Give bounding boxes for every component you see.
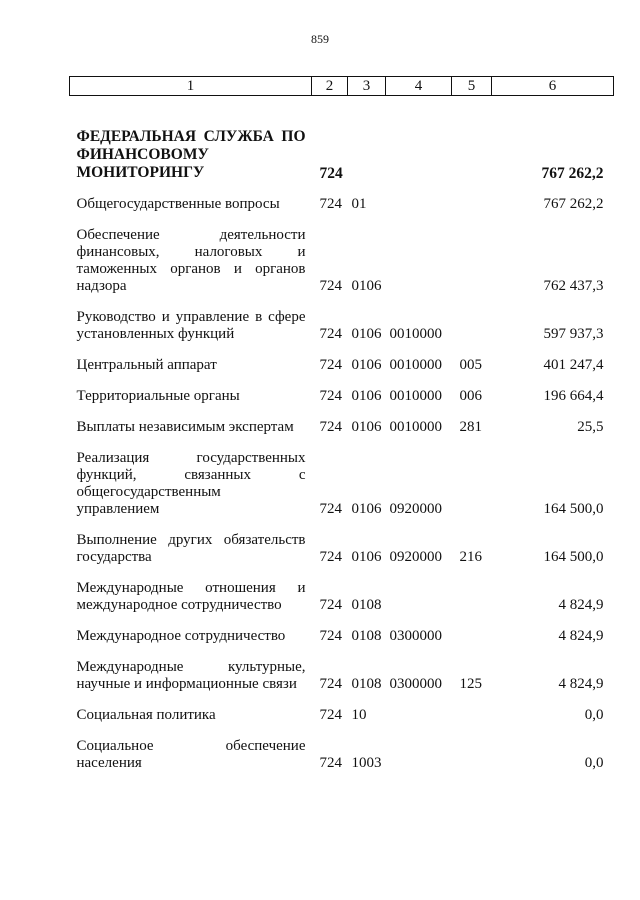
row-amount: 0,0 [584,755,604,771]
row-code-target [386,196,452,227]
row-name: Реализация государственных функций, связанных с общегосударственным управлением [76,450,306,517]
row-name: Обеспечение деятельности финансовых, налоговых и таможенных органов и органов надзора [76,227,306,294]
row-code-expense-type: 281 [459,419,482,435]
row-amount: 4 824,9 [558,628,604,644]
row-amount: 4 824,9 [558,597,604,613]
row-code-section: 0106 [351,549,382,565]
column-header-6: 6 [492,77,614,96]
row-code-target [386,227,452,309]
row-name: ФЕДЕРАЛЬНАЯ СЛУЖБА ПО ФИНАНСОВОМУ МОНИТОРИНГУ [76,128,306,181]
column-header-3: 3 [348,77,386,96]
row-code-section: 0106 [351,357,382,373]
table-row [70,738,614,786]
row-name: Международное сотрудничество [76,628,286,644]
row-code-section: 10 [351,707,367,723]
row-code-chapter: 724 [319,419,342,435]
table-row [70,128,614,196]
row-code-chapter: 724 [319,278,342,294]
column-header-row [70,77,614,96]
row-code-section: 1003 [351,755,382,771]
row-code-target: 0010000 [389,326,442,342]
row-code-chapter: 724 [319,676,342,692]
row-code-expense-type: 216 [459,549,482,565]
row-code-expense-type [452,580,492,628]
row-code-target: 0920000 [389,501,442,517]
table-row [70,196,614,227]
row-code-target: 0010000 [389,419,442,435]
row-code-chapter: 724 [319,357,342,373]
row-code-target: 0010000 [389,357,442,373]
table-row [70,707,614,738]
table-row [70,227,614,309]
row-code-section: 01 [351,196,367,212]
row-amount: 401 247,4 [543,357,604,373]
row-code-expense-type [452,738,492,786]
row-amount: 25,5 [577,419,604,435]
table-row [70,532,614,580]
row-code-target [386,707,452,738]
table-row [70,357,614,388]
table-row [70,388,614,419]
row-name: Международные отношения и международное сотрудничество [76,580,306,613]
row-code-expense-type [452,707,492,738]
row-code-target [386,738,452,786]
row-code-target: 0300000 [389,628,442,644]
row-name: Международные культурные, научные и информационные связи [76,659,306,692]
row-amount: 164 500,0 [543,501,604,517]
row-amount: 767 262,2 [543,196,604,212]
row-name: Территориальные органы [76,388,240,404]
row-amount: 767 262,2 [541,165,604,182]
row-amount: 164 500,0 [543,549,604,565]
table-row [70,580,614,628]
row-code-expense-type [452,628,492,659]
row-code-expense-type [452,227,492,309]
table-row [70,419,614,450]
budget-table [69,76,614,786]
row-name: Социальная политика [76,707,216,723]
row-code-section: 0106 [351,419,382,435]
row-code-expense-type [452,196,492,227]
row-code-chapter: 724 [319,707,342,723]
row-code-target: 0010000 [389,388,442,404]
table-row [70,450,614,532]
row-amount: 196 664,4 [543,388,604,404]
row-code-section: 0106 [351,278,382,294]
row-code-target [386,128,452,196]
row-amount: 597 937,3 [543,326,604,342]
row-code-chapter: 724 [319,755,342,771]
column-header-5: 5 [452,77,492,96]
table-body [70,96,614,787]
row-code-section: 0108 [351,628,382,644]
row-code-chapter: 724 [319,196,342,212]
row-code-section: 0108 [351,597,382,613]
row-code-target [386,580,452,628]
row-code-expense-type [452,450,492,532]
row-name: Выполнение других обязательств государства [76,532,306,565]
row-name: Общегосударственные вопросы [76,196,280,212]
row-name: Центральный аппарат [76,357,217,373]
row-code-section: 0108 [351,676,382,692]
row-code-section: 0106 [351,326,382,342]
table-row [70,628,614,659]
row-code-chapter: 724 [319,501,342,517]
row-code-chapter: 724 [319,597,342,613]
row-code-section [348,128,386,196]
row-code-section: 0106 [351,388,382,404]
row-code-expense-type: 006 [459,388,482,404]
page-number: 859 [311,32,329,46]
row-code-section: 0106 [351,501,382,517]
row-code-expense-type: 125 [459,676,482,692]
row-name: Социальное обеспечение населения [76,738,306,771]
row-amount: 762 437,3 [543,278,604,294]
row-code-chapter: 724 [319,549,342,565]
row-name: Руководство и управление в сфере установленных функций [76,309,306,342]
row-name: Выплаты независимым экспертам [76,419,294,435]
row-code-chapter: 724 [319,388,342,404]
column-header-1: 1 [70,77,312,96]
row-amount: 4 824,9 [558,676,604,692]
row-code-expense-type [452,128,492,196]
row-code-chapter: 724 [319,165,343,182]
column-header-2: 2 [312,77,348,96]
row-code-target: 0300000 [389,676,442,692]
row-code-target: 0920000 [389,549,442,565]
row-code-chapter: 724 [319,628,342,644]
row-amount: 0,0 [584,707,604,723]
table-spacer [70,96,614,129]
column-header-4: 4 [386,77,452,96]
table-row [70,659,614,707]
row-code-expense-type: 005 [459,357,482,373]
row-code-chapter: 724 [319,326,342,342]
row-code-expense-type [452,309,492,357]
table-row [70,309,614,357]
